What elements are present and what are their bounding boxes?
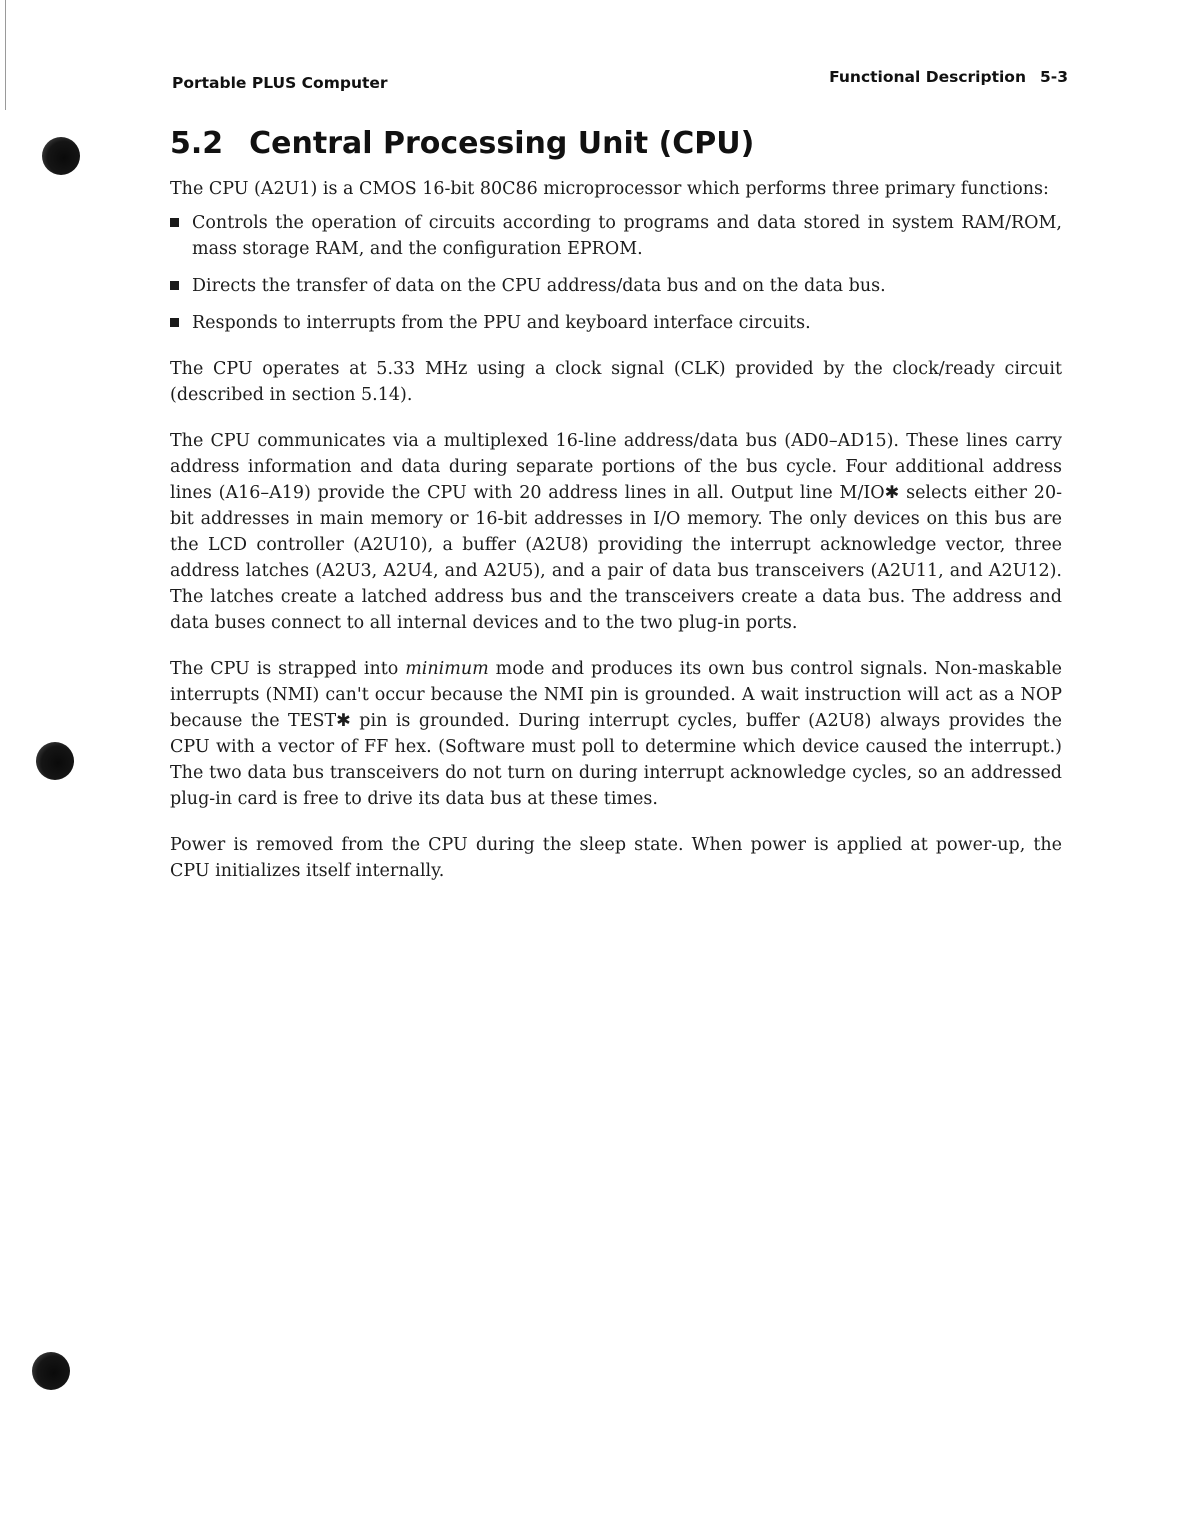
power-paragraph: Power is removed from the CPU during the sleep state. When power is applied at power-up, the CPU initializes itself internally. <box>170 835 1062 881</box>
binder-hole-top <box>42 137 80 175</box>
list-item <box>170 310 1062 336</box>
mode-emphasis: minimum <box>405 659 489 679</box>
body-text <box>170 176 1062 904</box>
section-number: 5.2 <box>170 126 224 161</box>
running-header <box>172 68 1068 92</box>
function-list <box>170 210 1062 336</box>
list-item <box>170 273 1062 299</box>
section-title: Central Processing Unit (CPU) <box>249 126 755 161</box>
mode-text-start: The CPU is strapped into <box>170 659 406 679</box>
header-document-title: Portable PLUS Computer <box>172 74 388 92</box>
list-item-text: Directs the transfer of data on the CPU address/data bus and on the data bus. <box>192 276 886 296</box>
binder-hole-middle <box>36 742 74 780</box>
page-number: 5-3 <box>1039 68 1068 86</box>
clock-paragraph: The CPU operates at 5.33 MHz using a clock signal (CLK) provided by the clock/ready circuit (described in section 5.14). <box>170 359 1062 405</box>
mode-text-rest: mode and produces its own bus control signals. Non-maskable interrupts (NMI) can't occur because the NMI pin is grounded. A wait instruction will act as a NOP because the TEST✱ pin is grounded. During interrupt cycles, buffer (A2U8) always provides the CPU with a vector of FF hex. (Software must poll to determine which device caused the interrupt.) The two data bus transceivers do not turn on during interrupt acknowledge cycles, so an addressed plug-in card is free to drive its data bus at these times. <box>170 659 1062 809</box>
list-item-text: Controls the operation of circuits according to programs and data stored in system RAM/ROM, mass storage RAM, and the configuration EPROM. <box>192 213 1062 259</box>
square-bullet-icon <box>170 318 179 327</box>
header-chapter <box>829 68 1068 86</box>
mode-paragraph <box>170 656 1062 812</box>
section-heading <box>170 126 754 161</box>
bus-paragraph: The CPU communicates via a multiplexed 16-line address/data bus (AD0–AD15). These lines carry address information and data during separate portions of the bus cycle. Four additional address lines (A16–A19) provide the CPU with 20 address lines in all. Output line M/IO✱ selects either 20-bit addresses in main memory or 16-bit addresses in I/O memory. The only devices on this bus are the LCD controller (A2U10), a buffer (A2U8) providing the interrupt acknowledge vector, three address latches (A2U3, A2U4, and A2U5), and a pair of data bus transceivers (A2U11, and A2U12). The latches create a latched address bus and the transceivers create a data bus. The address and data buses connect to all internal devices and to the two plug-in ports. <box>170 431 1062 633</box>
square-bullet-icon <box>170 281 179 290</box>
list-item-text: Responds to interrupts from the PPU and keyboard interface circuits. <box>192 313 811 333</box>
header-chapter-title: Functional Description <box>829 68 1026 86</box>
list-item <box>170 210 1062 262</box>
intro-paragraph: The CPU (A2U1) is a CMOS 16-bit 80C86 microprocessor which performs three primary functions: <box>170 179 1049 199</box>
square-bullet-icon <box>170 218 179 227</box>
page-edge-line <box>5 0 6 110</box>
binder-hole-bottom <box>32 1352 70 1390</box>
